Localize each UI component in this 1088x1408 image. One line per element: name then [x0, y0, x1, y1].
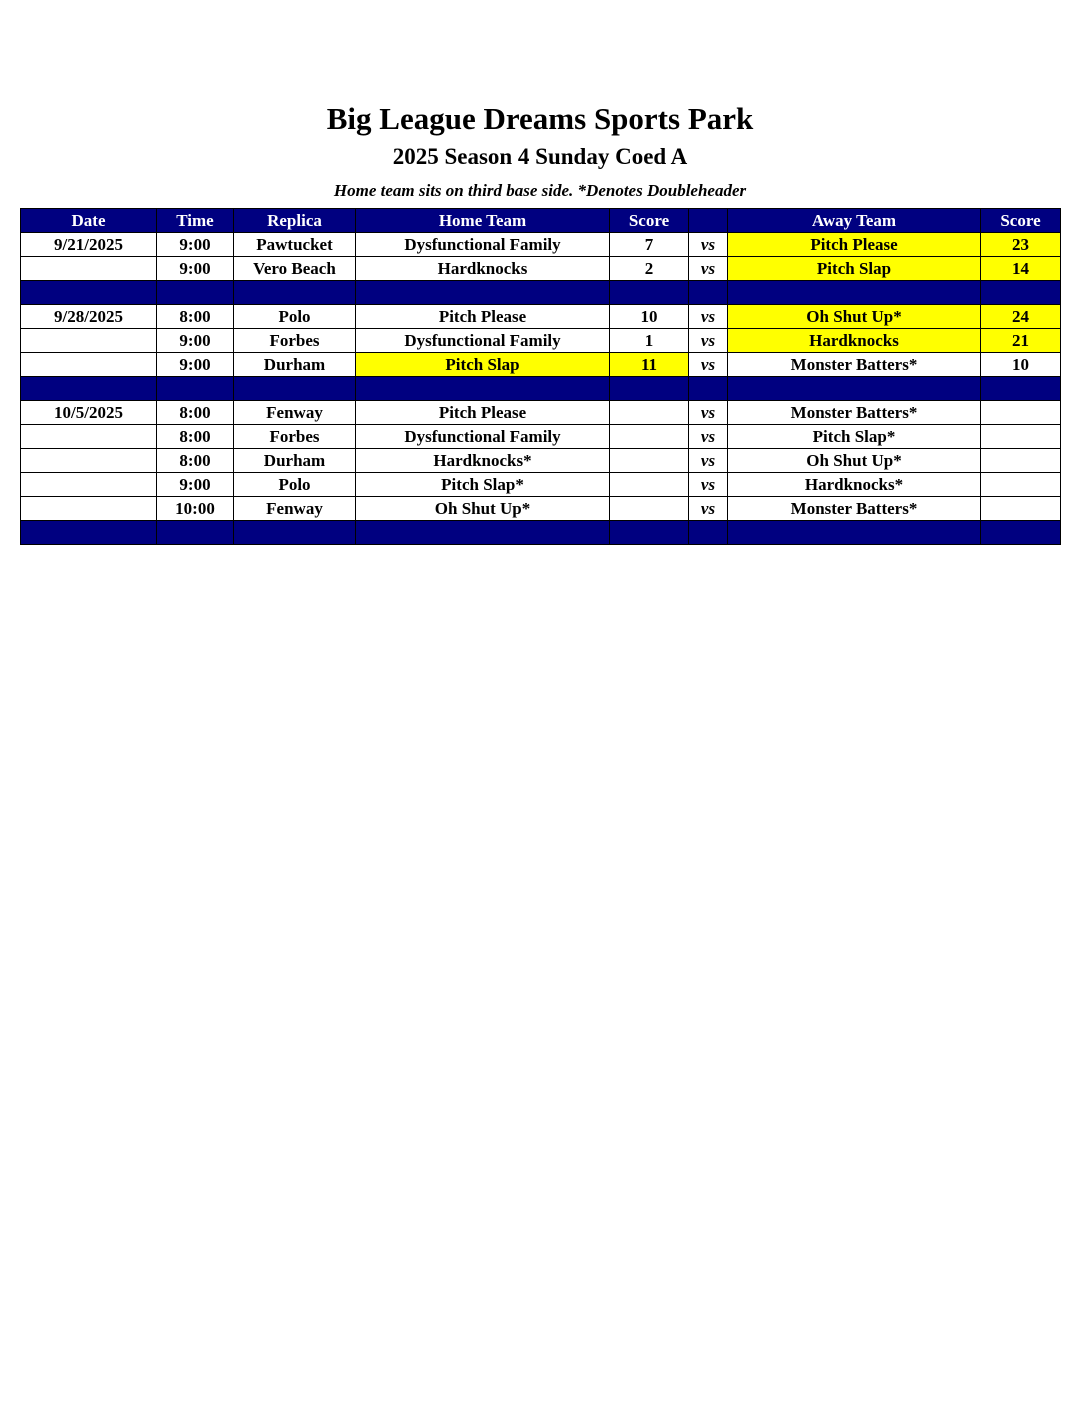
date-cell [21, 353, 157, 377]
separator-row [21, 281, 1061, 305]
column-header-vs [689, 209, 728, 233]
schedule-note: Home team sits on third base side. *Denotes Doubleheader [333, 181, 747, 200]
home-score-cell [610, 497, 689, 521]
time-cell: 9:00 [157, 233, 234, 257]
vs-cell: vs [689, 257, 728, 281]
home-score-cell: 11 [610, 353, 689, 377]
date-cell [21, 497, 157, 521]
replica-cell: Forbes [234, 425, 356, 449]
table-row [21, 305, 1061, 329]
table-row [21, 257, 1061, 281]
home-score-cell [610, 449, 689, 473]
replica-cell: Pawtucket [234, 233, 356, 257]
date-cell [21, 425, 157, 449]
date-cell: 9/21/2025 [21, 233, 157, 257]
away-team-cell: Monster Batters* [728, 401, 981, 425]
separator-cell [356, 281, 610, 305]
home-score-cell [610, 401, 689, 425]
table-row [21, 473, 1061, 497]
away-team-cell: Oh Shut Up* [728, 305, 981, 329]
replica-cell: Fenway [234, 497, 356, 521]
replica-cell: Fenway [234, 401, 356, 425]
column-header-away-score: Score [981, 209, 1061, 233]
away-score-cell: 14 [981, 257, 1061, 281]
vs-cell: vs [689, 497, 728, 521]
home-team-cell: Dysfunctional Family [356, 329, 610, 353]
away-team-cell: Hardknocks* [728, 473, 981, 497]
away-score-cell [981, 425, 1061, 449]
page-title: Big League Dreams Sports Park [326, 101, 754, 136]
separator-row [21, 521, 1061, 545]
separator-cell [981, 281, 1061, 305]
home-team-cell: Pitch Slap [356, 353, 610, 377]
schedule-table [20, 208, 1061, 545]
table-row [21, 353, 1061, 377]
time-cell: 8:00 [157, 449, 234, 473]
time-cell: 8:00 [157, 425, 234, 449]
separator-cell [728, 377, 981, 401]
home-team-cell: Pitch Slap* [356, 473, 610, 497]
replica-cell: Durham [234, 449, 356, 473]
away-team-cell: Pitch Slap [728, 257, 981, 281]
separator-cell [356, 377, 610, 401]
table-row [21, 497, 1061, 521]
home-team-cell: Hardknocks* [356, 449, 610, 473]
home-team-cell: Pitch Please [356, 401, 610, 425]
home-score-cell: 2 [610, 257, 689, 281]
vs-cell: vs [689, 233, 728, 257]
replica-cell: Polo [234, 305, 356, 329]
time-cell: 10:00 [157, 497, 234, 521]
separator-cell [610, 281, 689, 305]
column-header-date: Date [21, 209, 157, 233]
schedule-body [21, 233, 1061, 545]
date-cell: 9/28/2025 [21, 305, 157, 329]
away-score-cell [981, 497, 1061, 521]
replica-cell: Polo [234, 473, 356, 497]
home-team-cell: Dysfunctional Family [356, 425, 610, 449]
away-score-cell [981, 449, 1061, 473]
time-cell: 9:00 [157, 329, 234, 353]
date-cell [21, 329, 157, 353]
away-score-cell: 21 [981, 329, 1061, 353]
vs-cell: vs [689, 449, 728, 473]
separator-cell [21, 521, 157, 545]
separator-cell [689, 377, 728, 401]
column-header-home-team: Home Team [356, 209, 610, 233]
column-header-away-team: Away Team [728, 209, 981, 233]
away-score-cell [981, 401, 1061, 425]
away-score-cell [981, 473, 1061, 497]
column-header-home-score: Score [610, 209, 689, 233]
table-row [21, 233, 1061, 257]
table-header-row [21, 209, 1061, 233]
home-score-cell: 1 [610, 329, 689, 353]
home-score-cell: 7 [610, 233, 689, 257]
table-row [21, 425, 1061, 449]
away-team-cell: Monster Batters* [728, 353, 981, 377]
separator-cell [234, 521, 356, 545]
date-cell: 10/5/2025 [21, 401, 157, 425]
separator-cell [21, 281, 157, 305]
home-team-cell: Hardknocks [356, 257, 610, 281]
away-score-cell: 10 [981, 353, 1061, 377]
away-score-cell: 23 [981, 233, 1061, 257]
home-score-cell: 10 [610, 305, 689, 329]
away-team-cell: Oh Shut Up* [728, 449, 981, 473]
page-subtitle: 2025 Season 4 Sunday Coed A [392, 144, 688, 169]
table-row [21, 401, 1061, 425]
away-team-cell: Hardknocks [728, 329, 981, 353]
replica-cell: Vero Beach [234, 257, 356, 281]
separator-cell [981, 377, 1061, 401]
separator-cell [610, 377, 689, 401]
time-cell: 8:00 [157, 401, 234, 425]
column-header-time: Time [157, 209, 234, 233]
separator-cell [157, 521, 234, 545]
vs-cell: vs [689, 353, 728, 377]
separator-cell [234, 377, 356, 401]
replica-cell: Durham [234, 353, 356, 377]
column-header-replica: Replica [234, 209, 356, 233]
separator-cell [689, 281, 728, 305]
vs-cell: vs [689, 473, 728, 497]
time-cell: 9:00 [157, 473, 234, 497]
separator-row [21, 377, 1061, 401]
away-team-cell: Pitch Please [728, 233, 981, 257]
separator-cell [234, 281, 356, 305]
date-cell [21, 449, 157, 473]
away-score-cell: 24 [981, 305, 1061, 329]
separator-cell [21, 377, 157, 401]
table-row [21, 329, 1061, 353]
away-team-cell: Pitch Slap* [728, 425, 981, 449]
home-score-cell [610, 473, 689, 497]
separator-cell [610, 521, 689, 545]
date-cell [21, 473, 157, 497]
separator-cell [356, 521, 610, 545]
vs-cell: vs [689, 401, 728, 425]
separator-cell [157, 377, 234, 401]
date-cell [21, 257, 157, 281]
time-cell: 8:00 [157, 305, 234, 329]
home-score-cell [610, 425, 689, 449]
home-team-cell: Dysfunctional Family [356, 233, 610, 257]
time-cell: 9:00 [157, 257, 234, 281]
home-team-cell: Oh Shut Up* [356, 497, 610, 521]
separator-cell [981, 521, 1061, 545]
away-team-cell: Monster Batters* [728, 497, 981, 521]
separator-cell [728, 521, 981, 545]
replica-cell: Forbes [234, 329, 356, 353]
time-cell: 9:00 [157, 353, 234, 377]
vs-cell: vs [689, 425, 728, 449]
separator-cell [689, 521, 728, 545]
vs-cell: vs [689, 305, 728, 329]
table-row [21, 449, 1061, 473]
separator-cell [728, 281, 981, 305]
vs-cell: vs [689, 329, 728, 353]
home-team-cell: Pitch Please [356, 305, 610, 329]
separator-cell [157, 281, 234, 305]
